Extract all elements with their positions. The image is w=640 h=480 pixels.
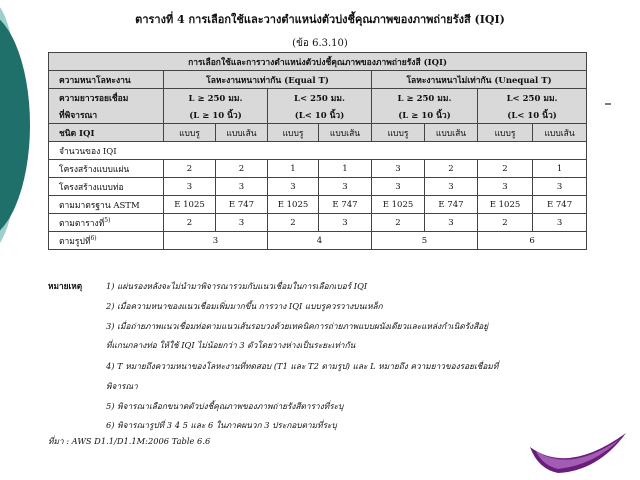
table-cell: 3 xyxy=(478,178,533,196)
table-cell: 2 xyxy=(268,214,319,232)
plate-row xyxy=(49,160,587,178)
hole-type-cell: แบบรู xyxy=(372,124,425,142)
lt-250-line1: L< 250 มม. xyxy=(478,89,587,107)
hole-type-cell: แบบรู xyxy=(164,124,216,142)
astm-label: ตามมาตรฐาน ASTM xyxy=(49,196,164,214)
note-item: 2) เมื่อความหนาของแนวเชื่อมเพิ่มมากขึ้น การวาง IQI แบบรูควรวางบนเหล็ก xyxy=(106,301,383,311)
wire-type-cell: แบบเส้น xyxy=(216,124,268,142)
table-cell: 2 xyxy=(164,214,216,232)
wire-type-cell: แบบเส้น xyxy=(533,124,587,142)
table-cell: E 747 xyxy=(533,196,587,214)
table-cell: 3 xyxy=(164,232,268,250)
table-cell: 1 xyxy=(533,160,587,178)
wire-type-cell: แบบเส้น xyxy=(319,124,372,142)
figure-ref-label: ตามรูปที่$^{6)}$ xyxy=(49,232,164,250)
weld-length-label: ความยาวรอยเชื่อม xyxy=(49,89,164,107)
page-title: ตารางที่ 4 การเลือกใช้และวางตำแหน่งตัวบ่งชี้คุณภาพของภาพถ่ายรังสี (IQI) xyxy=(135,13,505,26)
table-cell: 3 xyxy=(164,178,216,196)
table-cell: 2 xyxy=(478,214,533,232)
decorative-mark xyxy=(605,103,611,105)
table-cell: 5 xyxy=(372,232,478,250)
lt-250-line1: L< 250 มม. xyxy=(268,89,372,107)
equal-thickness-header: โลหะงานหนาเท่ากัน (Equal T) xyxy=(164,71,372,89)
ge-10in-line2: (L ≥ 10 นิ้ว) xyxy=(164,106,268,124)
ge-250-line1: L ≥ 250 มม. xyxy=(372,89,478,107)
table-cell: 2 xyxy=(372,214,425,232)
astm-row xyxy=(49,196,587,214)
ge-10in-line2: (L ≥ 10 นิ้ว) xyxy=(372,106,478,124)
notes-label: หมายเหตุ xyxy=(48,281,83,291)
note-item: 6) พิจารณารูปที่ 3 4 5 และ 6 ในภาคผนวก 3 ประกอบตามที่ระบุ xyxy=(106,420,337,430)
hole-type-cell: แบบรู xyxy=(268,124,319,142)
iqi-type-row xyxy=(49,124,587,142)
table-cell: 2 xyxy=(216,160,268,178)
table-cell: 3 xyxy=(268,178,319,196)
table-cell: 2 xyxy=(425,160,478,178)
footnote-ref: 6) xyxy=(90,234,97,242)
table-ref-row xyxy=(49,214,587,232)
table-cell: 3 xyxy=(372,160,425,178)
table-caption: การเลือกใช้และการวางตำแหน่งตัวบ่งชี้คุณภาพของภาพถ่ายรังสี (IQI) xyxy=(49,53,587,71)
ge-250-line1: L ≥ 250 มม. xyxy=(164,89,268,107)
plate-label: โครงสร้างแบบแผ่น xyxy=(49,160,164,178)
table-cell: E 747 xyxy=(319,196,372,214)
count-header-row xyxy=(49,142,587,160)
table-ref-label: ตามตารางที่$^{5)}$ xyxy=(49,214,164,232)
table-cell: 3 xyxy=(425,214,478,232)
table-cell: E 1025 xyxy=(164,196,216,214)
source-citation: ที่มา : AWS D1.1/D1.1M:2006 Table 6.6 xyxy=(48,436,211,446)
pipe-label: โครงสร้างแบบท่อ xyxy=(49,178,164,196)
table-cell: 3 xyxy=(216,214,268,232)
iqi-table xyxy=(48,52,587,250)
lt-10in-line2: (L< 10 นิ้ว) xyxy=(478,106,587,124)
note-item: 4) T หมายถึงความหนาของโลหะงานที่ทดสอบ (T1 และ T2 ตามรูป) และ L หมายถึง ความยาวของรอยเชื่อมที่ xyxy=(106,361,499,371)
table-cell: 3 xyxy=(216,178,268,196)
table-cell: E 1025 xyxy=(268,196,319,214)
table-caption-row xyxy=(49,53,587,71)
note-item: พิจารณา xyxy=(106,381,138,391)
note-item: 5) พิจารณาเลือกขนาดตัวบ่งชี้คุณภาพของภาพถ่ายรังสีตารางที่ระบุ xyxy=(106,401,344,411)
pipe-row xyxy=(49,178,587,196)
table-cell: 6 xyxy=(478,232,587,250)
decorative-swoosh xyxy=(528,425,628,480)
page-subtitle: (ข้อ 6.3.10) xyxy=(292,38,348,49)
note-item: 1) แผ่นรองหลังจะไม่นำมาพิจารณารวมกับแนวเชื่อมในการเลือกเบอร์ IQI xyxy=(106,281,368,291)
table-cell: 3 xyxy=(533,178,587,196)
consider-label: ที่พิจารณา xyxy=(49,106,164,124)
table-cell: E 747 xyxy=(216,196,268,214)
note-item: ที่แกนกลางท่อ ให้ใช้ IQI ไม่น้อยกว่า 3 ตัวโดยวางห่างเป็นระยะเท่ากัน xyxy=(106,340,356,350)
weld-length-row-2 xyxy=(49,106,587,124)
table-cell: 4 xyxy=(268,232,372,250)
hole-type-cell: แบบรู xyxy=(478,124,533,142)
table-cell: 1 xyxy=(319,160,372,178)
table-cell: E 1025 xyxy=(372,196,425,214)
footnote-ref: 5) xyxy=(104,216,111,224)
weld-length-row-1 xyxy=(49,89,587,107)
table-cell: 3 xyxy=(319,214,372,232)
iqi-type-label: ชนิด IQI xyxy=(49,124,164,142)
table-cell: 3 xyxy=(425,178,478,196)
note-item: 3) เมื่อถ่ายภาพแนวเชื่อมท่อตามแนวเส้นรอบวงด้วยเทคนิคการถ่ายภาพแบบผนังเดียวและแหล่งกำเนิดรังสีอยู่ xyxy=(106,321,489,331)
table-cell: 3 xyxy=(372,178,425,196)
table-cell: E 1025 xyxy=(478,196,533,214)
table-cell: 3 xyxy=(533,214,587,232)
thickness-label: ความหนาโลหะงาน xyxy=(49,71,164,89)
figure-ref-row xyxy=(49,232,587,250)
wire-type-cell: แบบเส้น xyxy=(425,124,478,142)
table-cell: 1 xyxy=(268,160,319,178)
thickness-row xyxy=(49,71,587,89)
table-cell: E 747 xyxy=(425,196,478,214)
table-cell: 3 xyxy=(319,178,372,196)
lt-10in-line2: (L< 10 นิ้ว) xyxy=(268,106,372,124)
table-cell: 2 xyxy=(164,160,216,178)
count-label: จำนวนของ IQI xyxy=(49,142,587,160)
table-cell: 2 xyxy=(478,160,533,178)
unequal-thickness-header: โลหะงานหนาไม่เท่ากัน (Unequal T) xyxy=(372,71,587,89)
